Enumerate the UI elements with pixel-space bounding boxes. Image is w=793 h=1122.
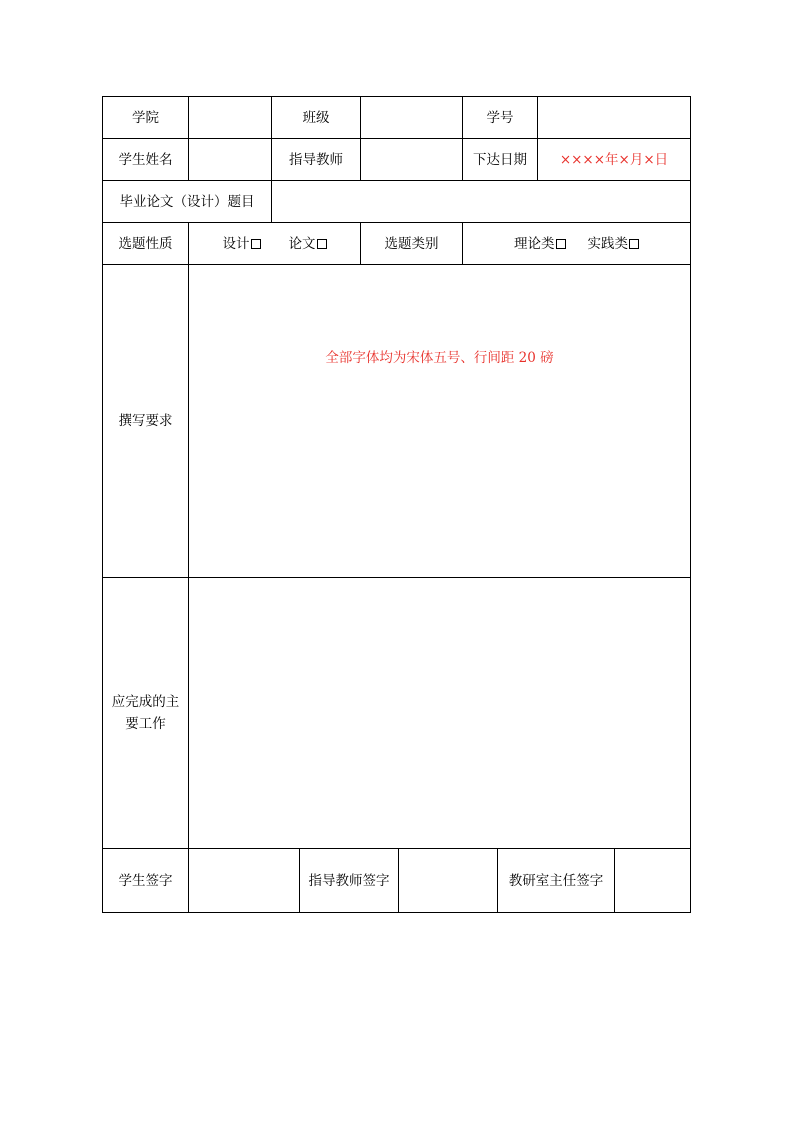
practice-option[interactable] — [588, 233, 640, 255]
design-checkbox[interactable] — [251, 239, 261, 249]
issue-date-field[interactable]: ××××年×月×日 — [537, 138, 691, 181]
thesis-option[interactable] — [289, 233, 327, 255]
theory-option-label: 理论类 — [514, 235, 555, 252]
topic-nature-label: 选题性质 — [102, 222, 189, 265]
thesis-title-label: 毕业论文（设计）题目 — [102, 180, 272, 223]
practice-checkbox[interactable] — [629, 239, 639, 249]
advisor-signature-field[interactable] — [398, 848, 498, 913]
issue-date-label: 下达日期 — [462, 138, 538, 181]
main-work-field[interactable] — [188, 577, 691, 849]
class-field[interactable] — [360, 96, 463, 139]
theory-option[interactable] — [514, 233, 566, 255]
task-form-table — [102, 96, 691, 913]
advisor-field[interactable] — [360, 138, 463, 181]
topic-category-label: 选题类别 — [360, 222, 463, 265]
thesis-option-label: 论文 — [288, 235, 316, 252]
theory-checkbox[interactable] — [556, 239, 566, 249]
student-signature-field[interactable] — [188, 848, 300, 913]
class-label: 班级 — [271, 96, 361, 139]
college-field[interactable] — [188, 96, 272, 139]
director-signature-label: 教研室主任签字 — [497, 848, 615, 913]
practice-option-label: 实践类 — [587, 235, 628, 252]
design-option-label: 设计 — [222, 235, 250, 252]
student-id-label: 学号 — [462, 96, 538, 139]
thesis-checkbox[interactable] — [317, 239, 327, 249]
student-name-label: 学生姓名 — [102, 138, 189, 181]
student-name-field[interactable] — [188, 138, 272, 181]
writing-requirements-label: 撰写要求 — [102, 264, 189, 578]
font-requirement-note: 全部字体均为宋体五号、行间距 20 磅 — [325, 350, 554, 366]
advisor-signature-label: 指导教师签字 — [299, 848, 399, 913]
writing-requirements-field[interactable] — [188, 264, 691, 578]
advisor-label: 指导教师 — [271, 138, 361, 181]
design-option[interactable] — [223, 233, 261, 255]
main-work-label-line1: 应完成的主 — [111, 694, 180, 710]
topic-category-options — [462, 222, 691, 265]
main-work-label-line2: 要工作 — [125, 716, 166, 732]
student-signature-label: 学生签字 — [102, 848, 189, 913]
topic-nature-options — [188, 222, 361, 265]
college-label: 学院 — [102, 96, 189, 139]
student-id-field[interactable] — [537, 96, 691, 139]
main-work-label — [102, 577, 189, 849]
thesis-title-field[interactable] — [271, 180, 691, 223]
director-signature-field[interactable] — [614, 848, 691, 913]
